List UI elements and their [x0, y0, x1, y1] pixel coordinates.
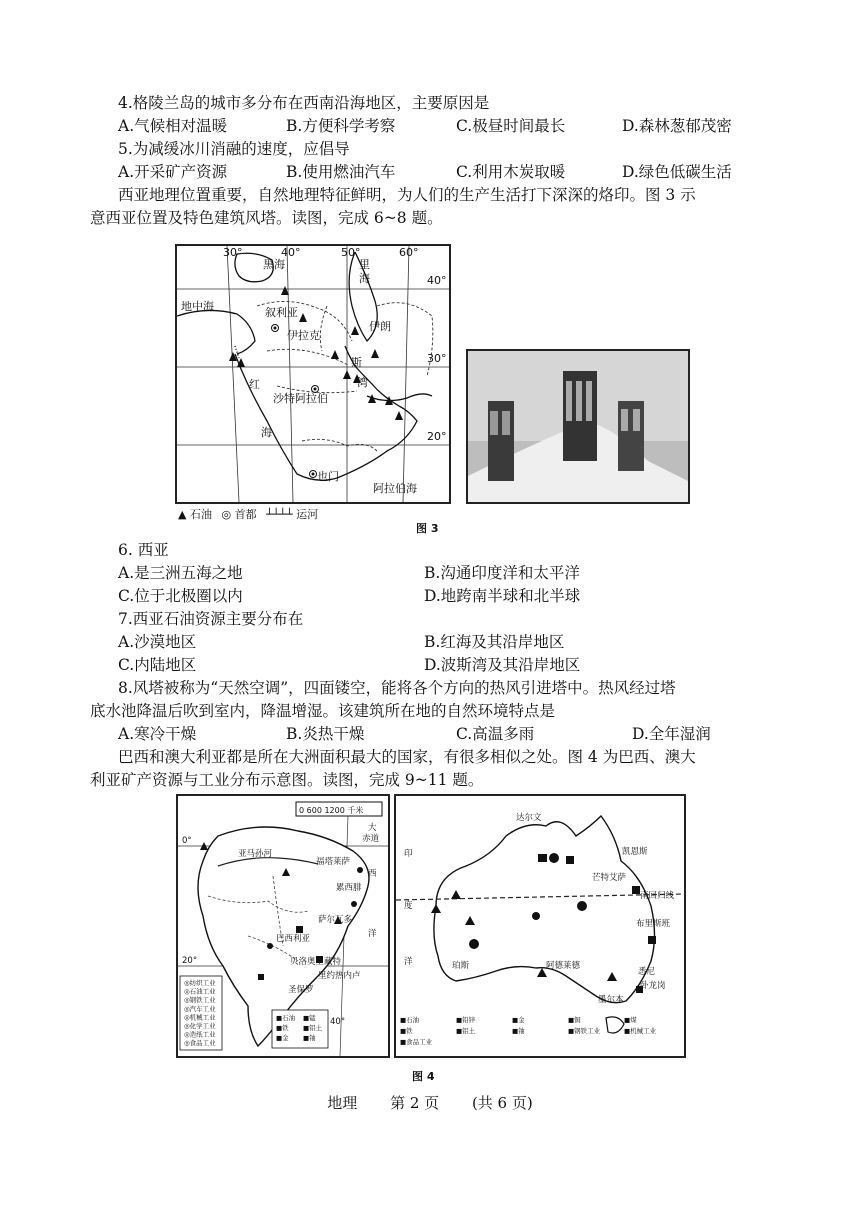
- lat-30-label: 30°: [427, 352, 447, 365]
- aus-legend-item: ■金: [512, 1016, 525, 1024]
- lat-40-label: 40°: [427, 274, 447, 287]
- perth-label: 珀斯: [452, 961, 470, 971]
- q4-option-c: C.极昼时间最长: [456, 117, 566, 135]
- redsea-label-1: 红: [249, 378, 260, 391]
- q4-option-d: D.森林葱郁茂密: [622, 117, 732, 135]
- iraq-label: 伊拉克: [287, 329, 320, 342]
- lat-20-label: 20°: [427, 430, 447, 443]
- aus-legend-item: ■食品工业: [400, 1038, 433, 1046]
- figure3-legend: [178, 506, 318, 522]
- atlantic-label-3: 洋: [368, 929, 377, 939]
- brazil-lon40-label: 40°: [330, 1017, 346, 1027]
- oil-legend-label: 石油: [189, 508, 212, 521]
- q6-option-d: D.地跨南半球和北半球: [424, 587, 581, 605]
- q5-stem: 5.为减缓冰川消融的速度，应倡导: [118, 140, 350, 158]
- oil-legend-icon: ▲: [178, 508, 187, 521]
- brazil-industry-legend-item: ◎化学工业: [184, 1022, 216, 1030]
- footer-total: (共 6 页): [471, 1094, 533, 1112]
- scale-bar-label: 0 600 1200 千米: [299, 806, 364, 815]
- salvador-label: 萨尔瓦多: [318, 915, 353, 925]
- q8-option-b: B.炎热干燥: [286, 725, 365, 743]
- q5-option-c: C.利用木炭取暖: [456, 163, 566, 181]
- q6-option-c: C.位于北极圈以内: [118, 587, 243, 605]
- brazil-industry-legend-item: ◎食品工业: [184, 1039, 216, 1048]
- q8-stem-line2: 底水池降温后吹到室内，降温增湿。该建筑所在地的自然环境特点是: [90, 702, 556, 720]
- cairns-label: 凯恩斯: [622, 847, 648, 857]
- figure4-caption: 图 4: [412, 1070, 435, 1083]
- windtower-photo: [466, 349, 690, 504]
- q8-option-c: C.高温多雨: [456, 725, 535, 743]
- q7-option-d: D.波斯湾及其沿岸地区: [424, 656, 581, 674]
- saopaulo-label: 圣保罗: [288, 985, 314, 995]
- wollongong-label: 卧龙岗: [640, 981, 666, 991]
- sydney-label: 悉尼: [638, 967, 656, 977]
- intro-brazil-aus-line1: 巴西和澳大利亚都是所在大洲面积最大的国家，有很多相似之处。图 4 为巴西、澳大: [118, 748, 696, 766]
- caspian-label-2: 海: [359, 272, 370, 285]
- figure3-westasia-map: [175, 244, 451, 504]
- q4-option-a: A.气候相对温暖: [118, 117, 228, 135]
- q7-option-c: C.内陆地区: [118, 656, 197, 674]
- aus-legend-item: ■铅锌: [456, 1016, 476, 1024]
- aus-legend-item: ■铝土: [456, 1027, 476, 1035]
- q8-stem-line1: 8.风塔被称为“天然空调”，四面镂空，能将各个方向的热风引进塔中。热风经过塔: [118, 679, 676, 697]
- adelaide-label: 阿德莱德: [546, 961, 581, 971]
- figure4-brazil-map: [176, 794, 390, 1058]
- brazil-mineral-legend-item: ■石油: [276, 1014, 296, 1022]
- canal-legend-label: 运河: [296, 508, 319, 521]
- gulf-label-2: 湾: [357, 376, 368, 389]
- aus-legend-item: ■煤: [624, 1016, 637, 1024]
- brazil-mineral-legend-item: ■铁: [276, 1024, 289, 1032]
- indian-ocean-label-2: 度: [404, 901, 413, 911]
- capital-legend-icon: ◎: [221, 508, 232, 521]
- brazil-industry-legend-item: ◎造纸工业: [184, 1030, 216, 1039]
- footer-page: 第 2 页: [390, 1094, 440, 1112]
- equator-label: 赤道: [362, 834, 380, 844]
- caspian-label-1: 里: [359, 258, 370, 271]
- q5-option-a: A.开采矿产资源: [118, 163, 228, 181]
- lon-40-label: 40°: [281, 246, 301, 259]
- arabiansea-label: 阿拉伯海: [373, 482, 417, 495]
- syria-label: 叙利亚: [265, 306, 298, 319]
- aus-legend-item: ■机械工业: [624, 1027, 657, 1035]
- q4-option-b: B.方便科学考察: [286, 117, 396, 135]
- canal-legend-icon: ┴┴┴┴: [266, 508, 293, 521]
- q6-option-a: A.是三洲五海之地: [118, 564, 243, 582]
- brazil-lat0-label: 0°: [182, 836, 192, 846]
- fortaleza-label: 福塔莱萨: [316, 857, 351, 867]
- atlantic-label-1: 大: [368, 823, 377, 833]
- q7-stem: 7.西亚石油资源主要分布在: [118, 610, 304, 628]
- iran-label: 伊朗: [369, 320, 391, 333]
- q7-option-a: A.沙漠地区: [118, 633, 197, 651]
- brasilia-label: 巴西利亚: [276, 934, 311, 944]
- q5-option-b: B.使用燃油汽车: [286, 163, 396, 181]
- intro-westasia-line2: 意西亚位置及特色建筑风塔。读图，完成 6~8 题。: [90, 209, 443, 227]
- intro-brazil-aus-line2: 利亚矿产资源与工业分布示意图。读图，完成 9~11 题。: [90, 771, 484, 789]
- rio-label: 里约热内卢: [318, 971, 361, 981]
- q7-option-b: B.红海及其沿岸地区: [424, 633, 565, 651]
- capital-legend-label: 首都: [234, 508, 257, 521]
- melbourne-label: 墨尔本: [598, 995, 624, 1005]
- brazil-mineral-legend-item: ■金: [276, 1034, 289, 1042]
- recife-label: 累西腓: [336, 883, 362, 893]
- redsea-label-2: 海: [261, 426, 272, 439]
- footer-subject: 地理: [327, 1094, 358, 1112]
- aus-legend-item: ■铁: [400, 1027, 413, 1035]
- yemen-label: 也门: [317, 470, 339, 483]
- amazon-label: 亚马孙河: [238, 849, 273, 859]
- brazil-industry-legend-item: ◎钢铁工业: [184, 996, 216, 1005]
- q8-option-d: D.全年湿润: [632, 725, 711, 743]
- brazil-industry-legend-item: ◎纺织工业: [184, 979, 216, 987]
- atlantic-label-2: 西: [368, 869, 377, 879]
- indian-ocean-label-3: 洋: [404, 957, 413, 967]
- mediterranean-label: 地中海: [181, 300, 214, 313]
- q4-stem: 4.格陵兰岛的城市多分布在西南沿海地区，主要原因是: [118, 94, 490, 112]
- belo-label: 贝洛奥里藏特: [290, 957, 342, 967]
- aus-legend-item: ■钢铁工业: [568, 1027, 601, 1035]
- q5-option-d: D.绿色低碳生活: [622, 163, 732, 181]
- lon-60-label: 60°: [399, 246, 419, 259]
- q8-option-a: A.寒冷干燥: [118, 725, 197, 743]
- lon-30-label: 30°: [223, 246, 243, 259]
- gulf-label-1: 斯: [351, 356, 362, 369]
- figure4-australia-map: [394, 794, 686, 1058]
- aus-legend-item: ■铀: [512, 1027, 525, 1035]
- brisbane-label: 布里斯班: [636, 919, 671, 929]
- aus-legend-item: ■铜: [568, 1016, 581, 1024]
- q6-option-b: B.沟通印度洋和太平洋: [424, 564, 580, 582]
- brazil-lat20-label: 20°: [182, 956, 198, 966]
- brazil-mineral-legend-item: ■铝土: [303, 1024, 323, 1032]
- brazil-mineral-legend-item: ■锰: [303, 1014, 316, 1022]
- tropic-label: 南回归线: [640, 891, 675, 901]
- brazil-industry-legend-item: ◎汽车工业: [184, 1004, 216, 1013]
- intro-westasia-line1: 西亚地理位置重要，自然地理特征鲜明，为人们的生产生活打下深深的烙印。图 3 示: [118, 186, 696, 204]
- brazil-industry-legend-item: ◎石油工业: [184, 987, 216, 996]
- saudi-label: 沙特阿拉伯: [273, 392, 328, 405]
- page-footer: [0, 1092, 860, 1113]
- aus-legend-item: ■石油: [400, 1016, 420, 1024]
- brazil-mineral-legend-item: ■铀: [303, 1034, 316, 1042]
- blacksea-label: 黑海: [263, 258, 285, 271]
- mtisa-label: 芒特艾萨: [592, 873, 627, 883]
- indian-ocean-label-1: 印: [404, 849, 413, 859]
- darwin-label: 达尔文: [516, 813, 542, 823]
- figure3-caption: 图 3: [416, 522, 439, 535]
- q6-stem: 6. 西亚: [118, 541, 169, 559]
- lon-50-label: 50°: [341, 246, 361, 259]
- brazil-industry-legend-item: ◎机械工业: [184, 1013, 216, 1022]
